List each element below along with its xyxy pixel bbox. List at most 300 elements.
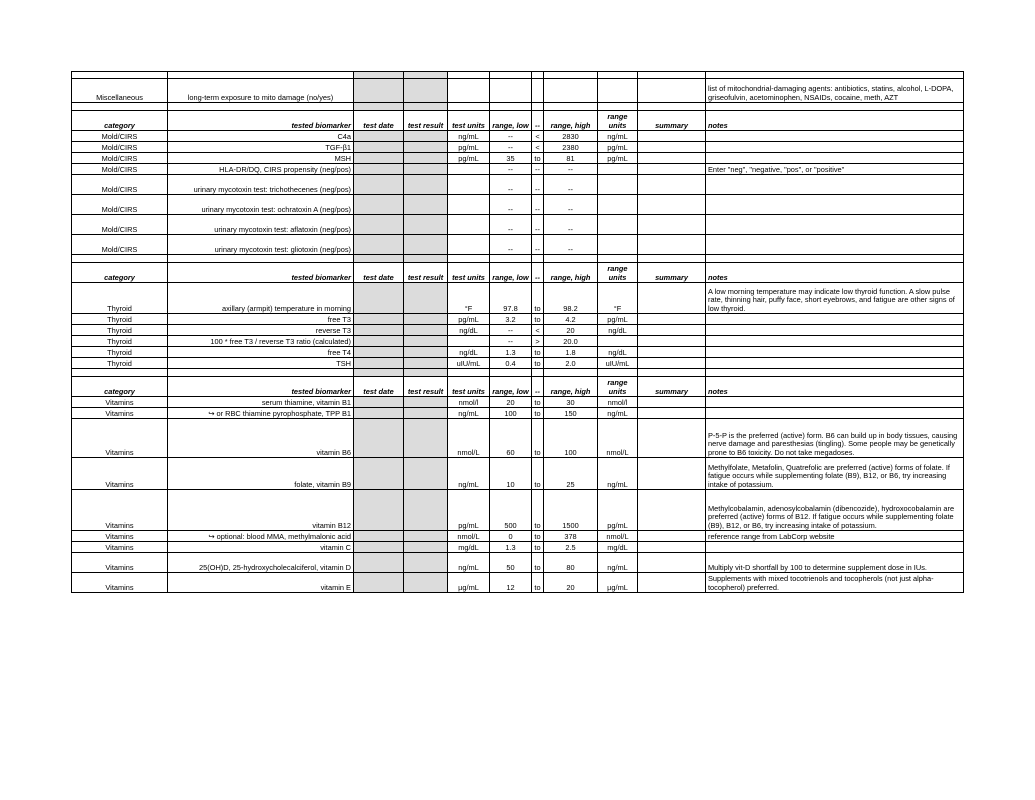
biomarker-cell: TSH bbox=[168, 358, 354, 369]
test-date-cell[interactable] bbox=[354, 195, 404, 215]
biomarker-cell: vitamin B12 bbox=[168, 490, 354, 531]
header-test-date: test date bbox=[354, 263, 404, 283]
header-range-units: range units bbox=[598, 377, 638, 397]
notes-cell: Supplements with mixed tocotrienols and tocopherols (not just alpha-tocopherol) preferred. bbox=[706, 573, 964, 593]
range-units-cell: ng/mL bbox=[598, 553, 638, 573]
range-units-cell: mg/dL bbox=[598, 542, 638, 553]
vitamins-row bbox=[72, 542, 964, 553]
vitamins-row bbox=[72, 531, 964, 542]
thyroid-row bbox=[72, 336, 964, 347]
vitamins-row bbox=[72, 408, 964, 419]
test-date-cell[interactable] bbox=[354, 408, 404, 419]
test-date-cell[interactable] bbox=[354, 142, 404, 153]
header-test-result: test result bbox=[404, 377, 448, 397]
range-low-cell: -- bbox=[490, 325, 532, 336]
column-header-row bbox=[72, 263, 964, 283]
range-low-cell: 60 bbox=[490, 419, 532, 458]
range-units-cell: ng/mL bbox=[598, 458, 638, 490]
header-biomarker: tested biomarker bbox=[168, 377, 354, 397]
mold-row bbox=[72, 153, 964, 164]
range-sep-cell: < bbox=[532, 142, 544, 153]
test-result-cell[interactable] bbox=[404, 358, 448, 369]
range-sep-cell: to bbox=[532, 490, 544, 531]
biomarker-cell: urinary mycotoxin test: aflatoxin (neg/pos) bbox=[168, 215, 354, 235]
test-units-cell: uIU/mL bbox=[448, 358, 490, 369]
test-date-cell[interactable] bbox=[354, 419, 404, 458]
notes-cell: Methylcobalamin, adenosylcobalamin (dibencozide), hydroxocobalamin are preferred (active) forms of B12. If fatigue occurs while supplementing folate (B9), B12, or B6, try increasing intake of potassium. bbox=[706, 490, 964, 531]
test-date-cell[interactable] bbox=[354, 347, 404, 358]
test-date-cell[interactable] bbox=[354, 458, 404, 490]
category-cell: Mold/CIRS bbox=[72, 142, 168, 153]
test-result-cell[interactable] bbox=[404, 573, 448, 593]
test-units-cell: nmol/l bbox=[448, 397, 490, 408]
range-high-cell: 150 bbox=[544, 408, 598, 419]
vitamins-row bbox=[72, 553, 964, 573]
notes-cell bbox=[706, 153, 964, 164]
notes-cell bbox=[706, 195, 964, 215]
biomarker-cell: 100 * free T3 / reverse T3 ratio (calculated) bbox=[168, 336, 354, 347]
range-units-cell: pg/mL bbox=[598, 142, 638, 153]
range-units-cell bbox=[598, 164, 638, 175]
biomarker-cell: free T3 bbox=[168, 314, 354, 325]
lab-results-sheet bbox=[71, 71, 964, 593]
test-date-cell[interactable] bbox=[354, 325, 404, 336]
range-low-cell: -- bbox=[490, 175, 532, 195]
biomarker-cell: serum thiamine, vitamin B1 bbox=[168, 397, 354, 408]
range-high-cell: 378 bbox=[544, 531, 598, 542]
test-units-cell bbox=[448, 336, 490, 347]
range-low-cell: 500 bbox=[490, 490, 532, 531]
biomarker-cell: vitamin C bbox=[168, 542, 354, 553]
range-units-cell: °F bbox=[598, 283, 638, 314]
summary-cell bbox=[638, 235, 706, 255]
range-units-cell: pg/mL bbox=[598, 153, 638, 164]
range-sep-cell: to bbox=[532, 283, 544, 314]
header-summary: summary bbox=[638, 263, 706, 283]
test-result-cell[interactable] bbox=[404, 336, 448, 347]
range-low-cell: 12 bbox=[490, 573, 532, 593]
biomarker-cell: HLA-DR/DQ, CIRS propensity (neg/pos) bbox=[168, 164, 354, 175]
range-sep-cell: to bbox=[532, 358, 544, 369]
misc-biomarker: long-term exposure to mito damage (no/yes) bbox=[168, 79, 354, 103]
category-cell: Thyroid bbox=[72, 358, 168, 369]
test-result-cell[interactable] bbox=[404, 142, 448, 153]
range-sep-cell: to bbox=[532, 542, 544, 553]
category-cell: Vitamins bbox=[72, 397, 168, 408]
range-units-cell: µg/mL bbox=[598, 573, 638, 593]
spacer-row bbox=[72, 72, 964, 79]
range-sep-cell: -- bbox=[532, 195, 544, 215]
biomarker-cell: reverse T3 bbox=[168, 325, 354, 336]
test-units-cell: nmol/L bbox=[448, 531, 490, 542]
notes-cell: Methylfolate, Metafolin, Quatrefolic are preferred (active) forms of folate. If fatigue occurs while supplementing folate (B9), B12, or B6, try increasing intake of potassium. bbox=[706, 458, 964, 490]
notes-cell bbox=[706, 397, 964, 408]
range-sep-cell: -- bbox=[532, 175, 544, 195]
range-high-cell: -- bbox=[544, 195, 598, 215]
range-units-cell: pg/mL bbox=[598, 490, 638, 531]
test-units-cell: pg/mL bbox=[448, 314, 490, 325]
header-notes: notes bbox=[706, 263, 964, 283]
header-range-sep: -- bbox=[532, 263, 544, 283]
category-cell: Mold/CIRS bbox=[72, 153, 168, 164]
notes-cell: P-5-P is the preferred (active) form. B6 can build up in body tissues, causing nerve damage and paresthesias (tingling). Some people may be genetically prone to B6 toxicity. Do not take megadoses. bbox=[706, 419, 964, 458]
range-units-cell bbox=[598, 215, 638, 235]
header-test-date: test date bbox=[354, 377, 404, 397]
test-result-cell[interactable] bbox=[404, 215, 448, 235]
test-units-cell bbox=[448, 175, 490, 195]
notes-cell bbox=[706, 215, 964, 235]
header-range-high: range, high bbox=[544, 377, 598, 397]
test-units-cell: ng/mL bbox=[448, 553, 490, 573]
range-low-cell: -- bbox=[490, 142, 532, 153]
thyroid-row bbox=[72, 358, 964, 369]
biomarker-cell: TGF-β1 bbox=[168, 142, 354, 153]
mold-row bbox=[72, 195, 964, 215]
test-date-cell[interactable] bbox=[354, 490, 404, 531]
test-result-cell[interactable] bbox=[404, 153, 448, 164]
vitamins-row bbox=[72, 573, 964, 593]
test-date-cell[interactable] bbox=[354, 336, 404, 347]
notes-cell bbox=[706, 142, 964, 153]
range-low-cell: 10 bbox=[490, 458, 532, 490]
test-result-cell[interactable] bbox=[404, 175, 448, 195]
header-range-low: range, low bbox=[490, 377, 532, 397]
biomarker-cell: vitamin E bbox=[168, 573, 354, 593]
notes-cell bbox=[706, 358, 964, 369]
summary-cell bbox=[638, 336, 706, 347]
category-cell: Vitamins bbox=[72, 573, 168, 593]
header-range-high: range, high bbox=[544, 111, 598, 131]
range-sep-cell: to bbox=[532, 553, 544, 573]
test-units-cell: pg/mL bbox=[448, 153, 490, 164]
test-result-cell[interactable] bbox=[404, 164, 448, 175]
biomarker-cell: free T4 bbox=[168, 347, 354, 358]
misc-test-date[interactable] bbox=[354, 79, 404, 103]
mold-row bbox=[72, 142, 964, 153]
test-result-cell[interactable] bbox=[404, 458, 448, 490]
header-range-sep: -- bbox=[532, 111, 544, 131]
category-cell: Vitamins bbox=[72, 458, 168, 490]
header-test-result: test result bbox=[404, 111, 448, 131]
notes-cell bbox=[706, 175, 964, 195]
range-low-cell: -- bbox=[490, 235, 532, 255]
test-date-cell[interactable] bbox=[354, 235, 404, 255]
test-date-cell[interactable] bbox=[354, 358, 404, 369]
summary-cell bbox=[638, 314, 706, 325]
range-units-cell: ng/dL bbox=[598, 325, 638, 336]
category-cell: Vitamins bbox=[72, 419, 168, 458]
mold-row bbox=[72, 131, 964, 142]
test-units-cell: mg/dL bbox=[448, 542, 490, 553]
category-cell: Mold/CIRS bbox=[72, 175, 168, 195]
range-high-cell: 2830 bbox=[544, 131, 598, 142]
range-high-cell: 20.0 bbox=[544, 336, 598, 347]
test-result-cell[interactable] bbox=[404, 419, 448, 458]
category-cell: Thyroid bbox=[72, 336, 168, 347]
biomarker-cell: ↪ or RBC thiamine pyrophosphate, TPP B1 bbox=[168, 408, 354, 419]
test-units-cell: ng/dL bbox=[448, 325, 490, 336]
range-units-cell: nmol/l bbox=[598, 397, 638, 408]
test-result-cell[interactable] bbox=[404, 325, 448, 336]
range-sep-cell: < bbox=[532, 131, 544, 142]
test-date-cell[interactable] bbox=[354, 131, 404, 142]
test-date-cell[interactable] bbox=[354, 542, 404, 553]
test-date-cell[interactable] bbox=[354, 314, 404, 325]
range-high-cell: 100 bbox=[544, 419, 598, 458]
misc-category: Miscellaneous bbox=[72, 79, 168, 103]
summary-cell bbox=[638, 142, 706, 153]
test-units-cell: ng/mL bbox=[448, 131, 490, 142]
summary-cell bbox=[638, 458, 706, 490]
test-result-cell[interactable] bbox=[404, 195, 448, 215]
category-cell: Thyroid bbox=[72, 347, 168, 358]
test-date-cell[interactable] bbox=[354, 283, 404, 314]
range-high-cell: -- bbox=[544, 164, 598, 175]
range-units-cell: ng/mL bbox=[598, 131, 638, 142]
range-sep-cell: to bbox=[532, 531, 544, 542]
range-high-cell: 30 bbox=[544, 397, 598, 408]
category-cell: Vitamins bbox=[72, 553, 168, 573]
summary-cell bbox=[638, 542, 706, 553]
category-cell: Vitamins bbox=[72, 531, 168, 542]
range-low-cell: 0 bbox=[490, 531, 532, 542]
summary-cell bbox=[638, 164, 706, 175]
header-test-units: test units bbox=[448, 377, 490, 397]
test-result-cell[interactable] bbox=[404, 347, 448, 358]
range-low-cell: -- bbox=[490, 131, 532, 142]
test-result-cell[interactable] bbox=[404, 397, 448, 408]
misc-row bbox=[72, 79, 964, 103]
range-sep-cell: to bbox=[532, 458, 544, 490]
header-category: category bbox=[72, 263, 168, 283]
biomarker-cell: ↪ optional: blood MMA, methylmalonic acid bbox=[168, 531, 354, 542]
range-units-cell bbox=[598, 235, 638, 255]
header-notes: notes bbox=[706, 377, 964, 397]
range-high-cell: 20 bbox=[544, 573, 598, 593]
category-cell: Mold/CIRS bbox=[72, 215, 168, 235]
header-biomarker: tested biomarker bbox=[168, 263, 354, 283]
range-low-cell: 0.4 bbox=[490, 358, 532, 369]
range-units-cell bbox=[598, 336, 638, 347]
range-high-cell: 2.5 bbox=[544, 542, 598, 553]
range-sep-cell: to bbox=[532, 314, 544, 325]
biomarker-cell: folate, vitamin B9 bbox=[168, 458, 354, 490]
summary-cell bbox=[638, 553, 706, 573]
vitamins-row bbox=[72, 490, 964, 531]
range-high-cell: 1500 bbox=[544, 490, 598, 531]
range-sep-cell: < bbox=[532, 325, 544, 336]
range-low-cell: -- bbox=[490, 215, 532, 235]
summary-cell bbox=[638, 283, 706, 314]
notes-cell: reference range from LabCorp website bbox=[706, 531, 964, 542]
test-units-cell bbox=[448, 235, 490, 255]
thyroid-row bbox=[72, 347, 964, 358]
test-result-cell[interactable] bbox=[404, 553, 448, 573]
summary-cell bbox=[638, 397, 706, 408]
mold-row bbox=[72, 175, 964, 195]
test-units-cell: pg/mL bbox=[448, 490, 490, 531]
test-result-cell[interactable] bbox=[404, 235, 448, 255]
range-units-cell bbox=[598, 175, 638, 195]
biomarker-cell: 25(OH)D, 25-hydroxycholecalciferol, vitamin D bbox=[168, 553, 354, 573]
test-units-cell: ng/dL bbox=[448, 347, 490, 358]
notes-cell bbox=[706, 314, 964, 325]
range-high-cell: 81 bbox=[544, 153, 598, 164]
range-sep-cell: -- bbox=[532, 164, 544, 175]
header-range-sep: -- bbox=[532, 377, 544, 397]
range-low-cell: -- bbox=[490, 164, 532, 175]
range-sep-cell: -- bbox=[532, 215, 544, 235]
biomarker-cell: urinary mycotoxin test: ochratoxin A (neg/pos) bbox=[168, 195, 354, 215]
mold-row bbox=[72, 235, 964, 255]
test-units-cell: µg/mL bbox=[448, 573, 490, 593]
range-low-cell: 97.8 bbox=[490, 283, 532, 314]
range-low-cell: 3.2 bbox=[490, 314, 532, 325]
summary-cell bbox=[638, 419, 706, 458]
test-date-cell[interactable] bbox=[354, 164, 404, 175]
header-range-low: range, low bbox=[490, 111, 532, 131]
biomarker-cell: vitamin B6 bbox=[168, 419, 354, 458]
range-high-cell: 80 bbox=[544, 553, 598, 573]
misc-test-result[interactable] bbox=[404, 79, 448, 103]
header-summary: summary bbox=[638, 377, 706, 397]
range-high-cell: -- bbox=[544, 175, 598, 195]
notes-cell: Multiply vit-D shortfall by 100 to determine supplement dose in IUs. bbox=[706, 553, 964, 573]
range-units-cell: uIU/mL bbox=[598, 358, 638, 369]
thyroid-row bbox=[72, 283, 964, 314]
range-units-cell: ng/mL bbox=[598, 408, 638, 419]
test-result-cell[interactable] bbox=[404, 314, 448, 325]
test-date-cell[interactable] bbox=[354, 175, 404, 195]
header-range-units: range units bbox=[598, 263, 638, 283]
range-units-cell: nmol/L bbox=[598, 419, 638, 458]
range-low-cell: -- bbox=[490, 195, 532, 215]
test-result-cell[interactable] bbox=[404, 490, 448, 531]
range-sep-cell: to bbox=[532, 347, 544, 358]
range-high-cell: 1.8 bbox=[544, 347, 598, 358]
summary-cell bbox=[638, 358, 706, 369]
summary-cell bbox=[638, 215, 706, 235]
range-units-cell bbox=[598, 195, 638, 215]
header-notes: notes bbox=[706, 111, 964, 131]
header-range-units: range units bbox=[598, 111, 638, 131]
vitamins-row bbox=[72, 419, 964, 458]
test-units-cell bbox=[448, 215, 490, 235]
biomarker-cell: urinary mycotoxin test: gliotoxin (neg/pos) bbox=[168, 235, 354, 255]
category-cell: Vitamins bbox=[72, 542, 168, 553]
test-date-cell[interactable] bbox=[354, 397, 404, 408]
range-high-cell: 20 bbox=[544, 325, 598, 336]
mold-row bbox=[72, 164, 964, 175]
header-category: category bbox=[72, 377, 168, 397]
range-high-cell: 98.2 bbox=[544, 283, 598, 314]
test-date-cell[interactable] bbox=[354, 553, 404, 573]
range-low-cell: 50 bbox=[490, 553, 532, 573]
header-test-result: test result bbox=[404, 263, 448, 283]
range-low-cell: 35 bbox=[490, 153, 532, 164]
range-low-cell: 20 bbox=[490, 397, 532, 408]
test-result-cell[interactable] bbox=[404, 283, 448, 314]
range-sep-cell: to bbox=[532, 153, 544, 164]
notes-cell: A low morning temperature may indicate low thyroid function. A slow pulse rate, thinning hair, puffy face, short eyebrows, and fatigue are other signs of low thyroid. bbox=[706, 283, 964, 314]
summary-cell bbox=[638, 573, 706, 593]
test-units-cell: °F bbox=[448, 283, 490, 314]
test-units-cell: pg/mL bbox=[448, 142, 490, 153]
thyroid-row bbox=[72, 325, 964, 336]
summary-cell bbox=[638, 490, 706, 531]
header-biomarker: tested biomarker bbox=[168, 111, 354, 131]
test-result-cell[interactable] bbox=[404, 531, 448, 542]
test-date-cell[interactable] bbox=[354, 153, 404, 164]
header-test-units: test units bbox=[448, 263, 490, 283]
biomarker-cell: axillary (armpit) temperature in morning bbox=[168, 283, 354, 314]
range-high-cell: 2.0 bbox=[544, 358, 598, 369]
vitamins-row bbox=[72, 397, 964, 408]
category-cell: Vitamins bbox=[72, 408, 168, 419]
header-test-date: test date bbox=[354, 111, 404, 131]
test-result-cell[interactable] bbox=[404, 131, 448, 142]
notes-cell: Enter "neg", "negative, "pos", or "positive" bbox=[706, 164, 964, 175]
range-sep-cell: to bbox=[532, 408, 544, 419]
range-low-cell: 1.3 bbox=[490, 542, 532, 553]
misc-notes: list of mitochondrial-damaging agents: antibiotics, statins, alcohol, L-DOPA, griseofulvin, acetominophen, NSAIDs, cocaine, meth, AZT bbox=[706, 79, 964, 103]
range-units-cell: nmol/L bbox=[598, 531, 638, 542]
test-date-cell[interactable] bbox=[354, 573, 404, 593]
range-sep-cell: -- bbox=[532, 235, 544, 255]
notes-cell bbox=[706, 542, 964, 553]
test-date-cell[interactable] bbox=[354, 531, 404, 542]
range-sep-cell: to bbox=[532, 397, 544, 408]
test-units-cell: nmol/L bbox=[448, 419, 490, 458]
summary-cell bbox=[638, 195, 706, 215]
range-low-cell: 1.3 bbox=[490, 347, 532, 358]
header-summary: summary bbox=[638, 111, 706, 131]
range-high-cell: -- bbox=[544, 215, 598, 235]
category-cell: Mold/CIRS bbox=[72, 195, 168, 215]
test-result-cell[interactable] bbox=[404, 542, 448, 553]
summary-cell bbox=[638, 347, 706, 358]
range-sep-cell: to bbox=[532, 419, 544, 458]
biomarker-cell: urinary mycotoxin test: trichothecenes (neg/pos) bbox=[168, 175, 354, 195]
notes-cell bbox=[706, 336, 964, 347]
test-units-cell: ng/mL bbox=[448, 458, 490, 490]
range-low-cell: 100 bbox=[490, 408, 532, 419]
test-date-cell[interactable] bbox=[354, 215, 404, 235]
mold-row bbox=[72, 215, 964, 235]
sheet-body bbox=[72, 72, 964, 593]
category-cell: Mold/CIRS bbox=[72, 235, 168, 255]
range-high-cell: 4.2 bbox=[544, 314, 598, 325]
test-units-cell: ng/mL bbox=[448, 408, 490, 419]
vitamins-row bbox=[72, 458, 964, 490]
summary-cell bbox=[638, 175, 706, 195]
test-result-cell[interactable] bbox=[404, 408, 448, 419]
notes-cell bbox=[706, 235, 964, 255]
range-units-cell: ng/dL bbox=[598, 347, 638, 358]
category-cell: Mold/CIRS bbox=[72, 164, 168, 175]
category-cell: Mold/CIRS bbox=[72, 131, 168, 142]
header-category: category bbox=[72, 111, 168, 131]
spacer-row bbox=[72, 103, 964, 111]
notes-cell bbox=[706, 408, 964, 419]
spacer-row bbox=[72, 369, 964, 377]
range-high-cell: 2380 bbox=[544, 142, 598, 153]
test-units-cell bbox=[448, 195, 490, 215]
notes-cell bbox=[706, 325, 964, 336]
range-sep-cell: to bbox=[532, 573, 544, 593]
range-low-cell: -- bbox=[490, 336, 532, 347]
notes-cell bbox=[706, 131, 964, 142]
